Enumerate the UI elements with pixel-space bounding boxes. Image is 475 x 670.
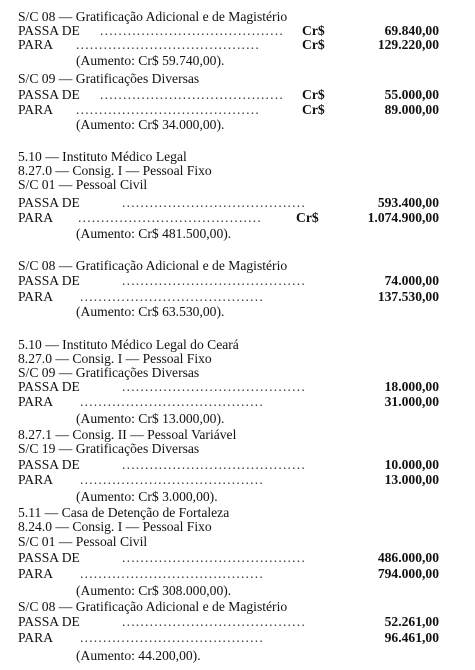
passa-de-value: 52.261,00	[384, 614, 439, 629]
para-label: PARA	[18, 210, 54, 225]
aumento-note: (Aumento: Cr$ 63.530,00).	[76, 304, 225, 319]
para-label: PARA	[18, 566, 54, 581]
section-heading: 5.11 — Casa de Detenção de Fortaleza	[18, 505, 230, 520]
para-label: PARA	[18, 289, 54, 304]
leader-dots: ........................................	[122, 458, 306, 472]
leader-dots: ........................................	[122, 274, 306, 288]
para-label: PARA	[18, 472, 54, 487]
leader-dots: ........................................	[80, 473, 264, 487]
sc-heading: S/C 01 — Pessoal Civil	[18, 534, 148, 549]
para-value: 137.530,00	[377, 289, 439, 304]
para-value: 31.000,00	[384, 394, 439, 409]
leader-dots: ........................................	[76, 38, 260, 52]
para-label: PARA	[18, 630, 54, 645]
para-value: 129.220,00	[377, 37, 439, 52]
currency-symbol: Cr$	[302, 87, 325, 102]
leader-dots: ........................................	[78, 211, 262, 225]
consig-heading: 8.27.0 — Consig. I — Pessoal Fixo	[18, 163, 212, 178]
para-value: 13.000,00	[384, 472, 439, 487]
leader-dots: ........................................	[100, 24, 284, 38]
para-value: 794.000,00	[377, 566, 439, 581]
currency-symbol: Cr$	[296, 210, 319, 225]
aumento-note: (Aumento: Cr$ 13.000,00).	[76, 411, 225, 426]
leader-dots: ........................................	[122, 615, 306, 629]
consig-heading: 8.27.0 — Consig. I — Pessoal Fixo	[18, 351, 212, 366]
passa-de-label: PASSA DE	[18, 457, 80, 472]
passa-de-value: 55.000,00	[384, 87, 439, 102]
currency-symbol: Cr$	[302, 37, 325, 52]
passa-de-label: PASSA DE	[18, 23, 80, 38]
leader-dots: ........................................	[100, 88, 284, 102]
heading-sc09-gratificacoes: S/C 09 — Gratificações Diversas	[18, 71, 200, 86]
leader-dots: ........................................	[122, 196, 306, 210]
passa-de-value: 10.000,00	[384, 457, 439, 472]
passa-de-label: PASSA DE	[18, 195, 80, 210]
aumento-note: (Aumento: Cr$ 59.740,00).	[76, 53, 225, 68]
leader-dots: ........................................	[122, 551, 306, 565]
passa-de-value: 74.000,00	[384, 273, 439, 288]
passa-de-value: 486.000,00	[377, 550, 439, 565]
aumento-note: (Aumento: 44.200,00).	[76, 648, 201, 663]
passa-de-label: PASSA DE	[18, 614, 80, 629]
aumento-note: (Aumento: Cr$ 481.500,00).	[76, 226, 232, 241]
heading-sc08-gratificacao: S/C 08 — Gratificação Adicional e de Magistério	[18, 258, 288, 273]
para-label: PARA	[18, 102, 54, 117]
sc-heading: S/C 01 — Pessoal Civil	[18, 177, 148, 192]
aumento-note: (Aumento: Cr$ 308.000,00).	[76, 583, 232, 598]
passa-de-value: 593.400,00	[377, 195, 439, 210]
passa-de-label: PASSA DE	[18, 550, 80, 565]
heading-sc08-gratificacao: S/C 08 — Gratificação Adicional e de Magistério	[18, 9, 288, 24]
para-value: 96.461,00	[384, 630, 439, 645]
passa-de-label: PASSA DE	[18, 87, 80, 102]
sc-heading: S/C 09 — Gratificações Diversas	[18, 365, 200, 380]
leader-dots: ........................................	[122, 380, 306, 394]
heading-sc08-gratificacao: S/C 08 — Gratificação Adicional e de Magistério	[18, 599, 288, 614]
leader-dots: ........................................	[80, 395, 264, 409]
section-heading: 5.10 — Instituto Médico Legal	[18, 149, 187, 164]
leader-dots: ........................................	[80, 290, 264, 304]
currency-symbol: Cr$	[302, 102, 325, 117]
passa-de-label: PASSA DE	[18, 379, 80, 394]
currency-symbol: Cr$	[302, 23, 325, 38]
para-label: PARA	[18, 37, 54, 52]
para-value: 89.000,00	[384, 102, 439, 117]
aumento-note: (Aumento: Cr$ 34.000,00).	[76, 117, 225, 132]
consig-heading: 8.24.0 — Consig. I — Pessoal Fixo	[18, 519, 212, 534]
passa-de-label: PASSA DE	[18, 273, 80, 288]
section-heading: 5.10 — Instituto Médico Legal do Ceará	[18, 337, 239, 352]
para-value: 1.074.900,00	[367, 210, 439, 225]
consig-heading: 8.27.1 — Consig. II — Pessoal Variável	[18, 427, 237, 442]
passa-de-value: 18.000,00	[384, 379, 439, 394]
para-label: PARA	[18, 394, 54, 409]
sc-heading: S/C 19 — Gratificações Diversas	[18, 441, 200, 456]
leader-dots: ........................................	[80, 631, 264, 645]
aumento-note: (Aumento: Cr$ 3.000,00).	[76, 489, 218, 504]
leader-dots: ........................................	[80, 567, 264, 581]
leader-dots: ........................................	[76, 103, 260, 117]
passa-de-value: 69.840,00	[384, 23, 439, 38]
